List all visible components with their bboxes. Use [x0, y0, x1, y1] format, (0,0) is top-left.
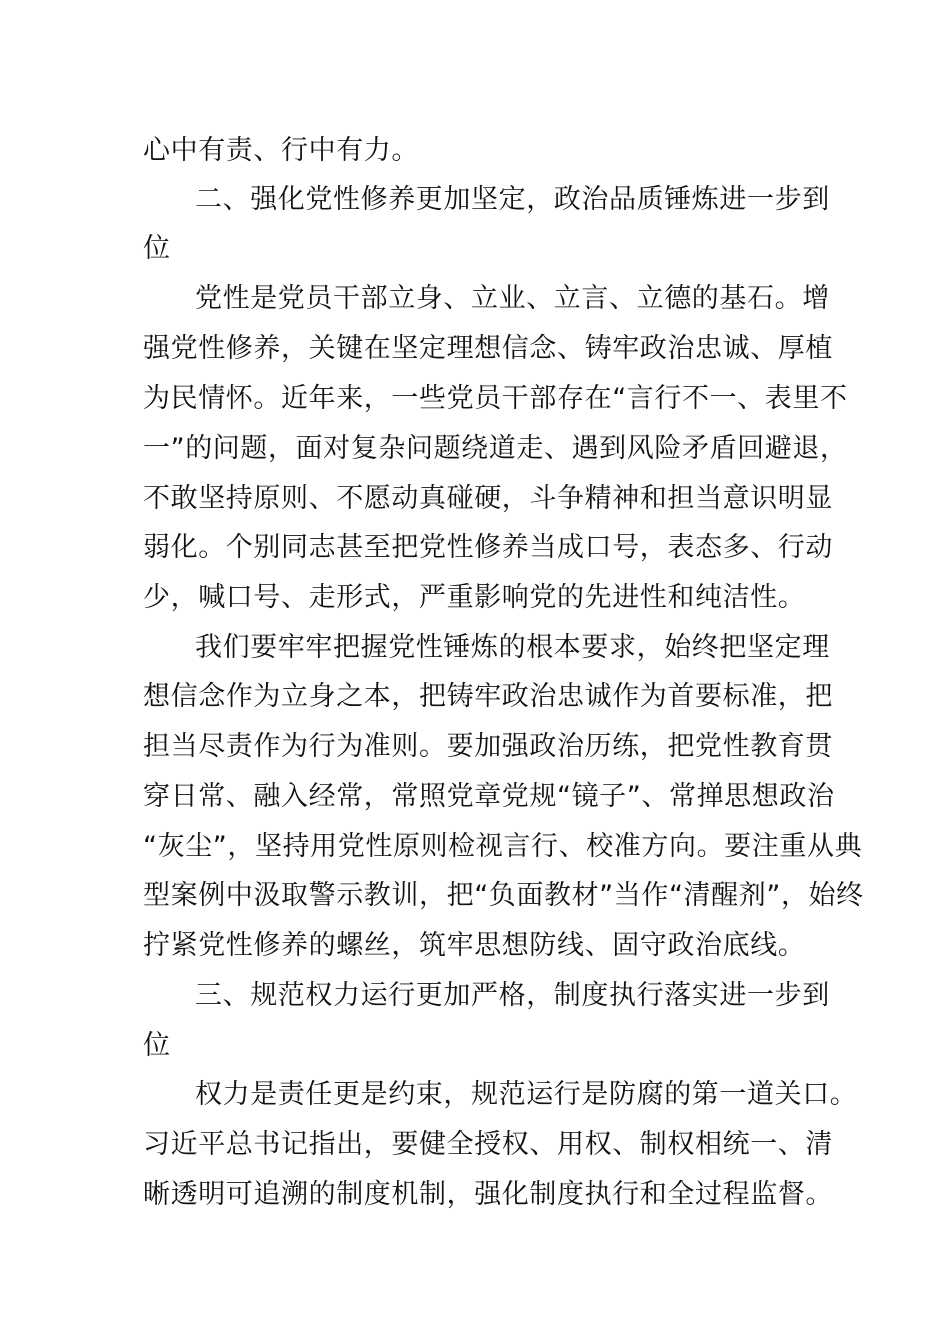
section-heading-2-cont: 位	[143, 233, 171, 264]
text-line: 拧紧党性修养的螺丝，筑牢思想防线、固守政治底线。	[143, 930, 806, 961]
text-line: 弱化。个别同志甚至把党性修养当成口号，表态多、行动	[143, 532, 833, 563]
text-line: 不敢坚持原则、不愿动真碰硬，斗争精神和担当意识明显	[143, 483, 833, 514]
text-line: 我们要牢牢把握党性锤炼的根本要求，始终把坚定理	[195, 632, 830, 663]
text-line: 权力是责任更是约束，规范运行是防腐的第一道关口。	[195, 1079, 858, 1110]
section-heading-3-cont: 位	[143, 1030, 171, 1061]
text-line: 少，喊口号、走形式，严重影响党的先进性和纯洁性。	[143, 582, 806, 613]
section-heading-3: 三、规范权力运行更加严格，制度执行落实进一步到	[195, 980, 830, 1011]
text-line: 强党性修养，关键在坚定理想信念、铸牢政治忠诚、厚植	[143, 333, 833, 364]
text-line: 为民情怀。近年来，一些党员干部存在“言行不一、表里不	[143, 383, 848, 414]
text-line: 穿日常、融入经常，常照党章党规“镜子”、常掸思想政治	[143, 781, 835, 812]
text-line: 晰透明可追溯的制度机制，强化制度执行和全过程监督。	[143, 1179, 833, 1210]
text-line: 心中有责、行中有力。	[143, 135, 419, 166]
text-line: 担当尽责作为行为准则。要加强政治历练，把党性教育贯	[143, 731, 833, 762]
section-heading-2: 二、强化党性修养更加坚定，政治品质锤炼进一步到	[195, 184, 830, 215]
text-line: 习近平总书记指出，要健全授权、用权、制权相统一、清	[143, 1129, 833, 1160]
text-line: 一”的问题，面对复杂问题绕道走、遇到风险矛盾回避退，	[143, 433, 848, 464]
text-line: 党性是党员干部立身、立业、立言、立德的基石。增	[195, 283, 830, 314]
text-line: 型案例中汲取警示教训，把“负面教材”当作“清醒剂”，始终	[143, 880, 864, 911]
text-line: 想信念作为立身之本，把铸牢政治忠诚作为首要标准，把	[143, 681, 833, 712]
text-line: “灰尘”，坚持用党性原则检视言行、校准方向。要注重从典	[143, 831, 863, 862]
